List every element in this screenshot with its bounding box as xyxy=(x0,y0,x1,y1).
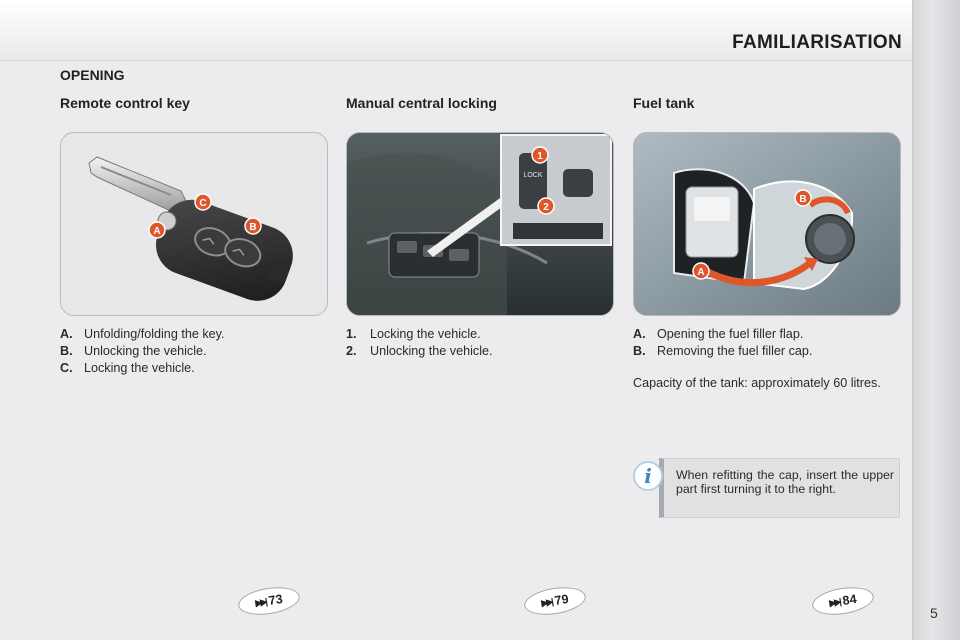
item-key: A. xyxy=(633,327,646,341)
forward-arrow-icon: ▶▶| xyxy=(254,596,267,608)
list-item xyxy=(633,326,812,343)
callout-b-label: B xyxy=(249,222,257,233)
central-locking-list xyxy=(346,326,493,360)
item-key: B. xyxy=(60,344,73,358)
page-ref-73[interactable] xyxy=(236,583,301,618)
list-item xyxy=(633,343,812,360)
forward-arrow-icon: ▶▶| xyxy=(828,596,841,608)
list-item xyxy=(60,360,225,377)
list-item xyxy=(60,326,225,343)
page-edge-strip xyxy=(912,0,960,640)
page-number: 5 xyxy=(930,605,938,621)
lock-switch-label: LOCK xyxy=(523,172,543,179)
item-key: C. xyxy=(60,361,73,375)
info-icon: i xyxy=(633,461,663,491)
fuel-tank-title: Fuel tank xyxy=(633,95,695,111)
callout-2-label: 2 xyxy=(543,202,549,213)
page-ref-number: 73 xyxy=(267,591,284,608)
item-text: Unlocking the vehicle. xyxy=(84,344,207,358)
list-item xyxy=(346,343,493,360)
item-text: Locking the vehicle. xyxy=(84,361,195,375)
item-key: 2. xyxy=(346,344,357,358)
item-text: Unfolding/folding the key. xyxy=(84,327,225,341)
info-text: When refitting the cap, insert the upper part first turning it to the right. xyxy=(676,468,894,496)
section-title: OPENING xyxy=(60,67,125,83)
callout-1-label: 1 xyxy=(537,151,543,162)
fuel-tank-image xyxy=(633,132,901,316)
list-item xyxy=(346,326,493,343)
page-ref-number: 84 xyxy=(841,591,858,608)
tank-capacity-text: Capacity of the tank: approximately 60 litres. xyxy=(633,376,881,390)
item-key: B. xyxy=(633,344,646,358)
item-text: Locking the vehicle. xyxy=(370,327,481,341)
page-ref-number: 79 xyxy=(553,591,570,608)
callout-a-label: A xyxy=(697,267,705,278)
item-key: A. xyxy=(60,327,73,341)
callout-a-label: A xyxy=(153,226,161,237)
chapter-title: FAMILIARISATION xyxy=(732,32,902,53)
central-locking-image xyxy=(346,132,614,316)
item-text: Opening the fuel filler flap. xyxy=(657,327,804,341)
info-box xyxy=(659,458,900,518)
central-locking-title: Manual central locking xyxy=(346,95,497,111)
item-text: Unlocking the vehicle. xyxy=(370,344,493,358)
list-item xyxy=(60,343,225,360)
page-ref-84[interactable] xyxy=(810,583,875,618)
callout-c-label: C xyxy=(199,198,207,209)
remote-key-image xyxy=(60,132,328,316)
remote-key-list xyxy=(60,326,225,377)
item-text: Removing the fuel filler cap. xyxy=(657,344,813,358)
remote-key-title: Remote control key xyxy=(60,95,190,111)
callout-b-label: B xyxy=(799,194,807,205)
fuel-tank-list xyxy=(633,326,812,360)
page-ref-79[interactable] xyxy=(522,583,587,618)
item-key: 1. xyxy=(346,327,357,341)
forward-arrow-icon: ▶▶| xyxy=(540,596,553,608)
